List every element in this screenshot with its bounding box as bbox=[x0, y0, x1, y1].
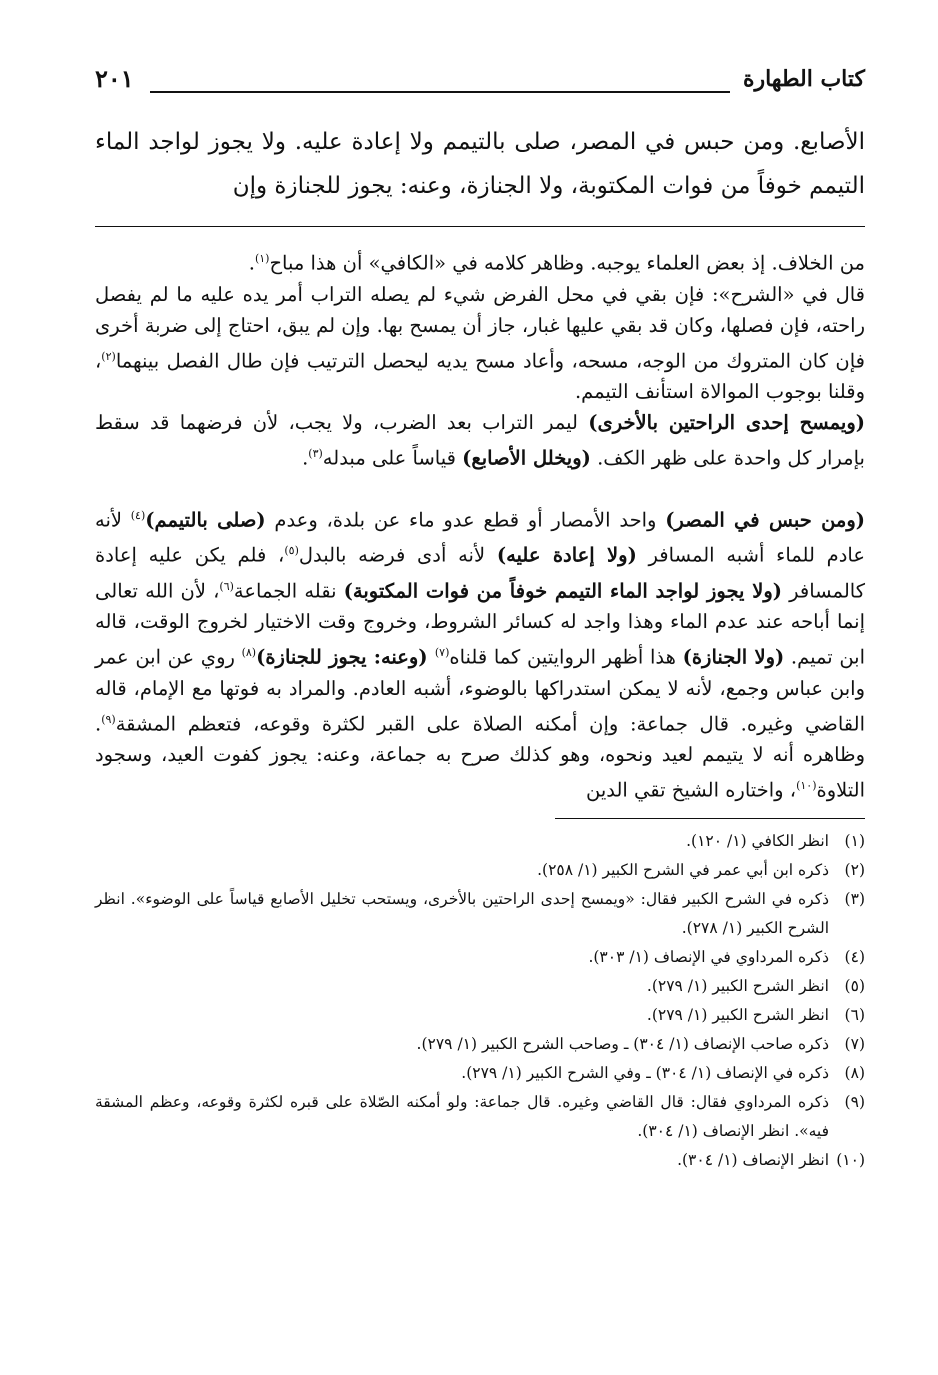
commentary-paragraph: من الخلاف. إذ بعض العلماء يوجبه. وظاهر كلامه في «الكافي» أن هذا مباح$^{(١)}$. bbox=[248, 251, 865, 275]
footnote-separator bbox=[555, 818, 865, 819]
commentary-text: ، فلم يكن عليه إعادة كالمسافر bbox=[95, 543, 865, 602]
text-separator bbox=[95, 226, 865, 227]
header-rule bbox=[150, 91, 730, 93]
quoted-matn: (ولا الجنازة) bbox=[682, 645, 785, 669]
footnote bbox=[95, 1001, 865, 1030]
footnote-marker[interactable]: (٨) bbox=[241, 646, 257, 659]
footnote bbox=[95, 1030, 865, 1059]
footnote-number: (٣) bbox=[844, 889, 865, 908]
commentary-text: هذا أظهر الروايتين كما قلناه bbox=[449, 645, 683, 669]
commentary-paragraph bbox=[95, 500, 865, 806]
footnote-marker[interactable]: (٣) bbox=[308, 447, 323, 460]
page-number: ٢٠١ bbox=[95, 64, 134, 93]
commentary bbox=[95, 243, 865, 806]
footnote-text: ذكره المرداوي فقال: قال القاضي وغيره. قال جماعة: ولو أمكنه الصّلاة على قبره لكثرة وقوعه، وعظم المشقة فيه». انظر الإنصاف (١/ ٣٠٤). bbox=[95, 1092, 829, 1140]
footnote-number: (٦) bbox=[844, 1005, 865, 1024]
footnote-number: (٢) bbox=[844, 860, 865, 879]
commentary-text: قال في «الشرح»: فإن بقي في محل الفرض شيء لم يصله التراب أمر يده عليه ما لم يفصل راحته، فإن فصلها، وكان قد بقي عليها غبار، جاز أن يمسح بها. وإن لم يبق، احتاج إلى ضربة أخرى فإن كان المتروك من الوجه، مسحه، وأعاد مسح يديه ليحصل الترتيب فإن طال الفصل بينهما bbox=[95, 282, 865, 372]
book-page bbox=[95, 60, 865, 1175]
quoted-matn: (صلى بالتيمم) bbox=[145, 508, 266, 531]
commentary-text: ، واختاره الشيخ تقي الدين bbox=[585, 778, 797, 802]
commentary-text: نقله الجماعة bbox=[233, 579, 344, 602]
footnote-text: ذكره المرداوي في الإنصاف (١/ ٣٠٣). bbox=[588, 947, 829, 966]
footnote-text: ذكره ابن أبي عمر في الشرح الكبير (١/ ٢٥٨). bbox=[537, 860, 829, 879]
footnote bbox=[95, 885, 865, 943]
footnote-marker[interactable]: (٤) bbox=[130, 508, 146, 522]
footnote bbox=[95, 856, 865, 885]
commentary-text: قياساً على مبدله bbox=[322, 446, 463, 470]
footnotes bbox=[95, 827, 865, 1175]
footnote-text: ذكره صاحب الإنصاف (١/ ٣٠٤) ـ وصاحب الشرح الكبير (١/ ٢٧٩). bbox=[416, 1034, 829, 1053]
footnote-text: ذكره في الشرح الكبير فقال: «ويمسح إحدى الراحتين بالأخرى، ويستحب تخليل الأصابع قياساً على الوضوء». انظر الشرح الكبير (١/ ٢٧٨). bbox=[95, 889, 829, 937]
quoted-matn: (ومن حبس في المصر) bbox=[665, 508, 866, 531]
quoted-matn: (ولا يجوز لواجد الماء التيمم خوفاً من فوات المكتوبة) bbox=[343, 579, 782, 602]
commentary-text: واحد الأمصار أو قطع عدو ماء عن بلدة، وعدم bbox=[265, 508, 666, 531]
footnote-number: (٥) bbox=[844, 976, 865, 995]
footnote-text: انظر الشرح الكبير (١/ ٢٧٩). bbox=[646, 976, 829, 995]
footnote-number: (٤) bbox=[844, 947, 865, 966]
footnote-marker[interactable]: (٥) bbox=[284, 544, 299, 557]
quoted-matn: (ويخلل الأصابع) bbox=[462, 446, 591, 470]
footnote bbox=[95, 827, 865, 856]
commentary-text: . وظاهره أنه لا يتيمم لعيد ونحوه، وهو كذلك صرح به جماعة، وعنه: يجوز كفوت العيد، وسجود التلاوة bbox=[95, 712, 865, 802]
footnote-number: (٨) bbox=[844, 1063, 865, 1082]
quoted-matn: (ولا إعادة عليه) bbox=[496, 543, 637, 567]
footnote-text: انظر الإنصاف (١/ ٣٠٤). bbox=[677, 1150, 829, 1169]
commentary-paragraph: (ويمسح إحدى الراحتين بالأخرى) ليمر التراب بعد الضرب، ولا يجب، لأن فرضهما قد سقط بإمرار كل واحدة على ظهر الكف. (ويخلل الأصابع) قياساً على مبدله$^{(٣)}$. bbox=[95, 411, 865, 470]
running-header bbox=[95, 60, 865, 104]
commentary-text: ليمر التراب بعد الضرب، ولا يجب، لأن فرضهما قد سقط بإمرار كل واحدة على ظهر الكف. bbox=[95, 411, 865, 470]
commentary-paragraph bbox=[95, 279, 865, 408]
quoted-matn: (وعنه: يجوز للجنازة) bbox=[256, 645, 435, 669]
footnote bbox=[95, 972, 865, 1001]
footnote-marker[interactable]: (١٠) bbox=[796, 779, 817, 792]
footnote bbox=[95, 1059, 865, 1088]
footnote-marker[interactable]: (٧) bbox=[434, 646, 450, 659]
footnote-text: انظر الكافي (١/ ١٢٠). bbox=[686, 831, 829, 850]
footnote bbox=[95, 1146, 865, 1175]
footnote-text: ذكره في الإنصاف (١/ ٣٠٤) ـ وفي الشرح الكبير (١/ ٢٧٩). bbox=[461, 1063, 829, 1082]
commentary-text: لأنه أدى فرضه بالبدل bbox=[298, 543, 497, 567]
footnote-marker[interactable]: (٩) bbox=[101, 712, 116, 726]
main-text: الأصابع. ومن حبس في المصر، صلى بالتيمم ولا إعادة عليه. ولا يجوز لواجد الماء التيمم خوفاً من فوات المكتوبة، ولا الجنازة، وعنه: يجوز للجنازة وإن bbox=[95, 129, 865, 199]
footnote-number: (٩) bbox=[844, 1092, 865, 1111]
footnote-number: (٧) bbox=[844, 1034, 865, 1053]
commentary-text: ، وقلنا بوجوب الموالاة استأنف التيمم. bbox=[95, 349, 865, 403]
commentary-text: ، لأن الله تعالى إنما أباحه عند عدم الماء وهذا واجد له كسائر الشروط، وخروج وقت الاختيار لخروج الوقت، قاله ابن تميم. bbox=[95, 579, 866, 669]
commentary-text: روي عن ابن عمر وابن عباس وجمع، لأنه لا يمكن استدراكها بالوضوء، أشبه العادم. والمراد به فوتها مع الإمام، قاله القاضي وغيره. قال جماعة: وإن أمكنه الصلاة على القبر لكثرة وقوعه، فتعظم المشقة bbox=[95, 645, 865, 735]
footnote bbox=[95, 943, 865, 972]
footnote-marker[interactable]: (١) bbox=[254, 252, 270, 265]
footnote bbox=[95, 1088, 865, 1146]
footnote-text: انظر الشرح الكبير (١/ ٢٧٩). bbox=[646, 1005, 829, 1024]
quoted-matn: (ويمسح إحدى الراحتين بالأخرى) bbox=[588, 411, 865, 434]
commentary-text: لأنه عادم للماء أشبه المسافر bbox=[95, 508, 865, 567]
book-title: كتاب الطهارة bbox=[742, 66, 865, 92]
footnote-number: (١) bbox=[844, 831, 865, 850]
footnote-number: (١٠) bbox=[836, 1150, 865, 1169]
footnote-marker[interactable]: (٢) bbox=[101, 349, 116, 363]
commentary-text: من الخلاف. إذ بعض العلماء يوجبه. وظاهر كلامه في «الكافي» أن هذا مباح bbox=[269, 251, 865, 275]
footnote-marker[interactable]: (٦) bbox=[219, 579, 234, 593]
